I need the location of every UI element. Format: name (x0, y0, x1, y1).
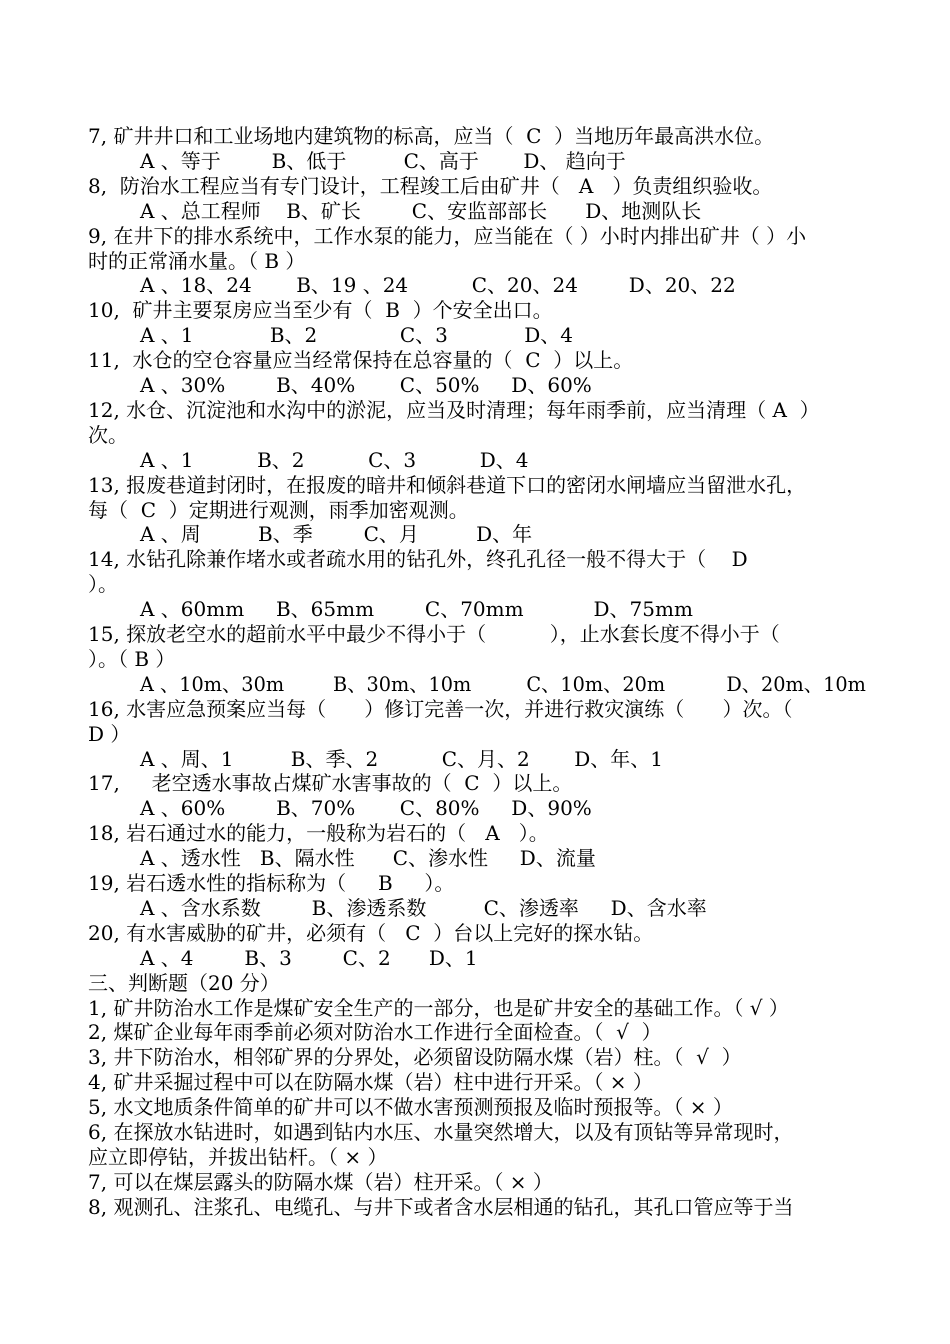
question-text-line: 13, 报废巷道封闭时，在报废的暗井和倾斜巷道下口的密闭水闸墙应当留泄水孔， (88, 472, 807, 497)
answer-options-line: A 、含水系数 B、渗透系数 C、渗透率 D、含水率 (140, 895, 707, 920)
answer-options-line: A 、4 B、3 C、2 D、1 (140, 945, 478, 970)
question-text-line: D ） (88, 721, 131, 746)
question-text-line: 12, 水仓、沉淀池和水沟中的淤泥，应当及时清理；每年雨季前，应当清理（ A ） (88, 397, 820, 422)
answer-options-line: A 、周 B、季 C、月 D、年 (140, 522, 533, 547)
answer-options-line: A 、1 B、2 C、3 D、4 (140, 323, 573, 348)
answer-options-line: A 、1 B、2 C、3 D、4 (140, 447, 529, 472)
question-text-line: 17, 老空透水事故占煤矿水害事故的（ C ）以上。 (88, 771, 573, 796)
answer-options-line: A 、18、24 B、19 、24 C、20、24 D、20、22 (140, 273, 736, 298)
question-text-line: 5, 水文地质条件简单的矿井可以不做水害预测预报及临时预报等。（ × ） (88, 1095, 733, 1120)
question-text-line: ）。（ B ） (88, 646, 176, 671)
question-text-line: 8, 防治水工程应当有专门设计，工程竣工后由矿井（ A ）负责组织验收。 (88, 173, 773, 198)
question-text-line: 20, 有水害威胁的矿井，必须有（ C ）台以上完好的探水钻。 (88, 920, 654, 945)
question-text-line: 7, 矿井井口和工业场地内建筑物的标高，应当（ C ）当地历年最高洪水位。 (88, 124, 775, 148)
question-text-line: 2, 煤矿企业每年雨季前必须对防治水工作进行全面检查。（ √ ） (88, 1020, 662, 1045)
question-text-line: 15, 探放老空水的超前水平中最少不得小于（ ），止水套长度不得小于（ (88, 622, 780, 646)
question-text-line: 3, 井下防治水，相邻矿界的分界处，必须留设防隔水煤（岩）柱。（ √ ） (88, 1045, 742, 1070)
question-text-line: 4, 矿井采掘过程中可以在防隔水煤（岩）柱中进行开采。（ × ） (88, 1070, 653, 1095)
question-text-line: 三、判断题（20 分） (88, 970, 280, 995)
question-text-line: 6, 在探放水钻进时，如遇到钻内水压、水量突然增大，以及有顶钻等异常现时， (88, 1120, 794, 1144)
question-text-line: 应立即停钻，并拔出钻杆。（ × ） (88, 1144, 388, 1169)
answer-options-line: A 、10m、30m B、30m、10m C、10m、20m D、20m、10m (140, 671, 866, 696)
answer-options-line: A 、等于 B、低于 C、高于 D、 趋向于 (140, 148, 626, 173)
question-text-line: 次。 (88, 422, 128, 447)
question-text-line: 10, 矿井主要泵房应当至少有（ B ）个安全出口。 (88, 298, 553, 323)
question-text-line: 14, 水钻孔除兼作堵水或者疏水用的钻孔外，终孔孔径一般不得大于（ D (88, 547, 748, 572)
question-text-line: 8, 观测孔、注浆孔、电缆孔、与井下或者含水层相通的钻孔，其孔口管应等于当 (88, 1194, 794, 1219)
question-text-line: 11, 水仓的空仓容量应当经常保持在总容量的（ C ）以上。 (88, 348, 634, 373)
question-text-line: 1, 矿井防治水工作是煤矿安全生产的一部分，也是矿井安全的基础工作。（ √ ） (88, 995, 789, 1020)
answer-options-line: A 、总工程师 B、矿长 C、安监部部长 D、地测队长 (140, 198, 702, 223)
answer-options-line: A 、周、1 B、季、2 C、月、2 D、年、1 (140, 746, 664, 771)
question-text-line: 时的正常涌水量。（ B ） (88, 248, 306, 273)
question-text-line: 18, 岩石通过水的能力，一般称为岩石的（ A ）。 (88, 821, 549, 846)
question-text-line: 16, 水害应急预案应当每（ ）修订完善一次，并进行救灾演练（ ）次。（ (88, 696, 793, 721)
question-text-line: 9, 在井下的排水系统中，工作水泵的能力，应当能在（ ）小时内排出矿井（ ）小 (88, 223, 807, 248)
answer-options-line: A 、60% B、70% C、80% D、90% (140, 796, 592, 821)
question-text-line: 7, 可以在煤层露头的防隔水煤（岩）柱开采。（ × ） (88, 1169, 553, 1194)
answer-options-line: A 、透水性 B、隔水性 C、渗水性 D、流量 (140, 846, 596, 871)
question-text-line: 19, 岩石透水性的指标称为（ B ）。 (88, 871, 455, 895)
answer-options-line: A 、30% B、40% C、50% D、60% (140, 373, 592, 397)
question-text-line: ）。 (88, 572, 118, 597)
answer-options-line: A 、60mm B、65mm C、70mm D、75mm (140, 597, 693, 622)
question-text-line: 每（ C ）定期进行观测，雨季加密观测。 (88, 497, 469, 522)
